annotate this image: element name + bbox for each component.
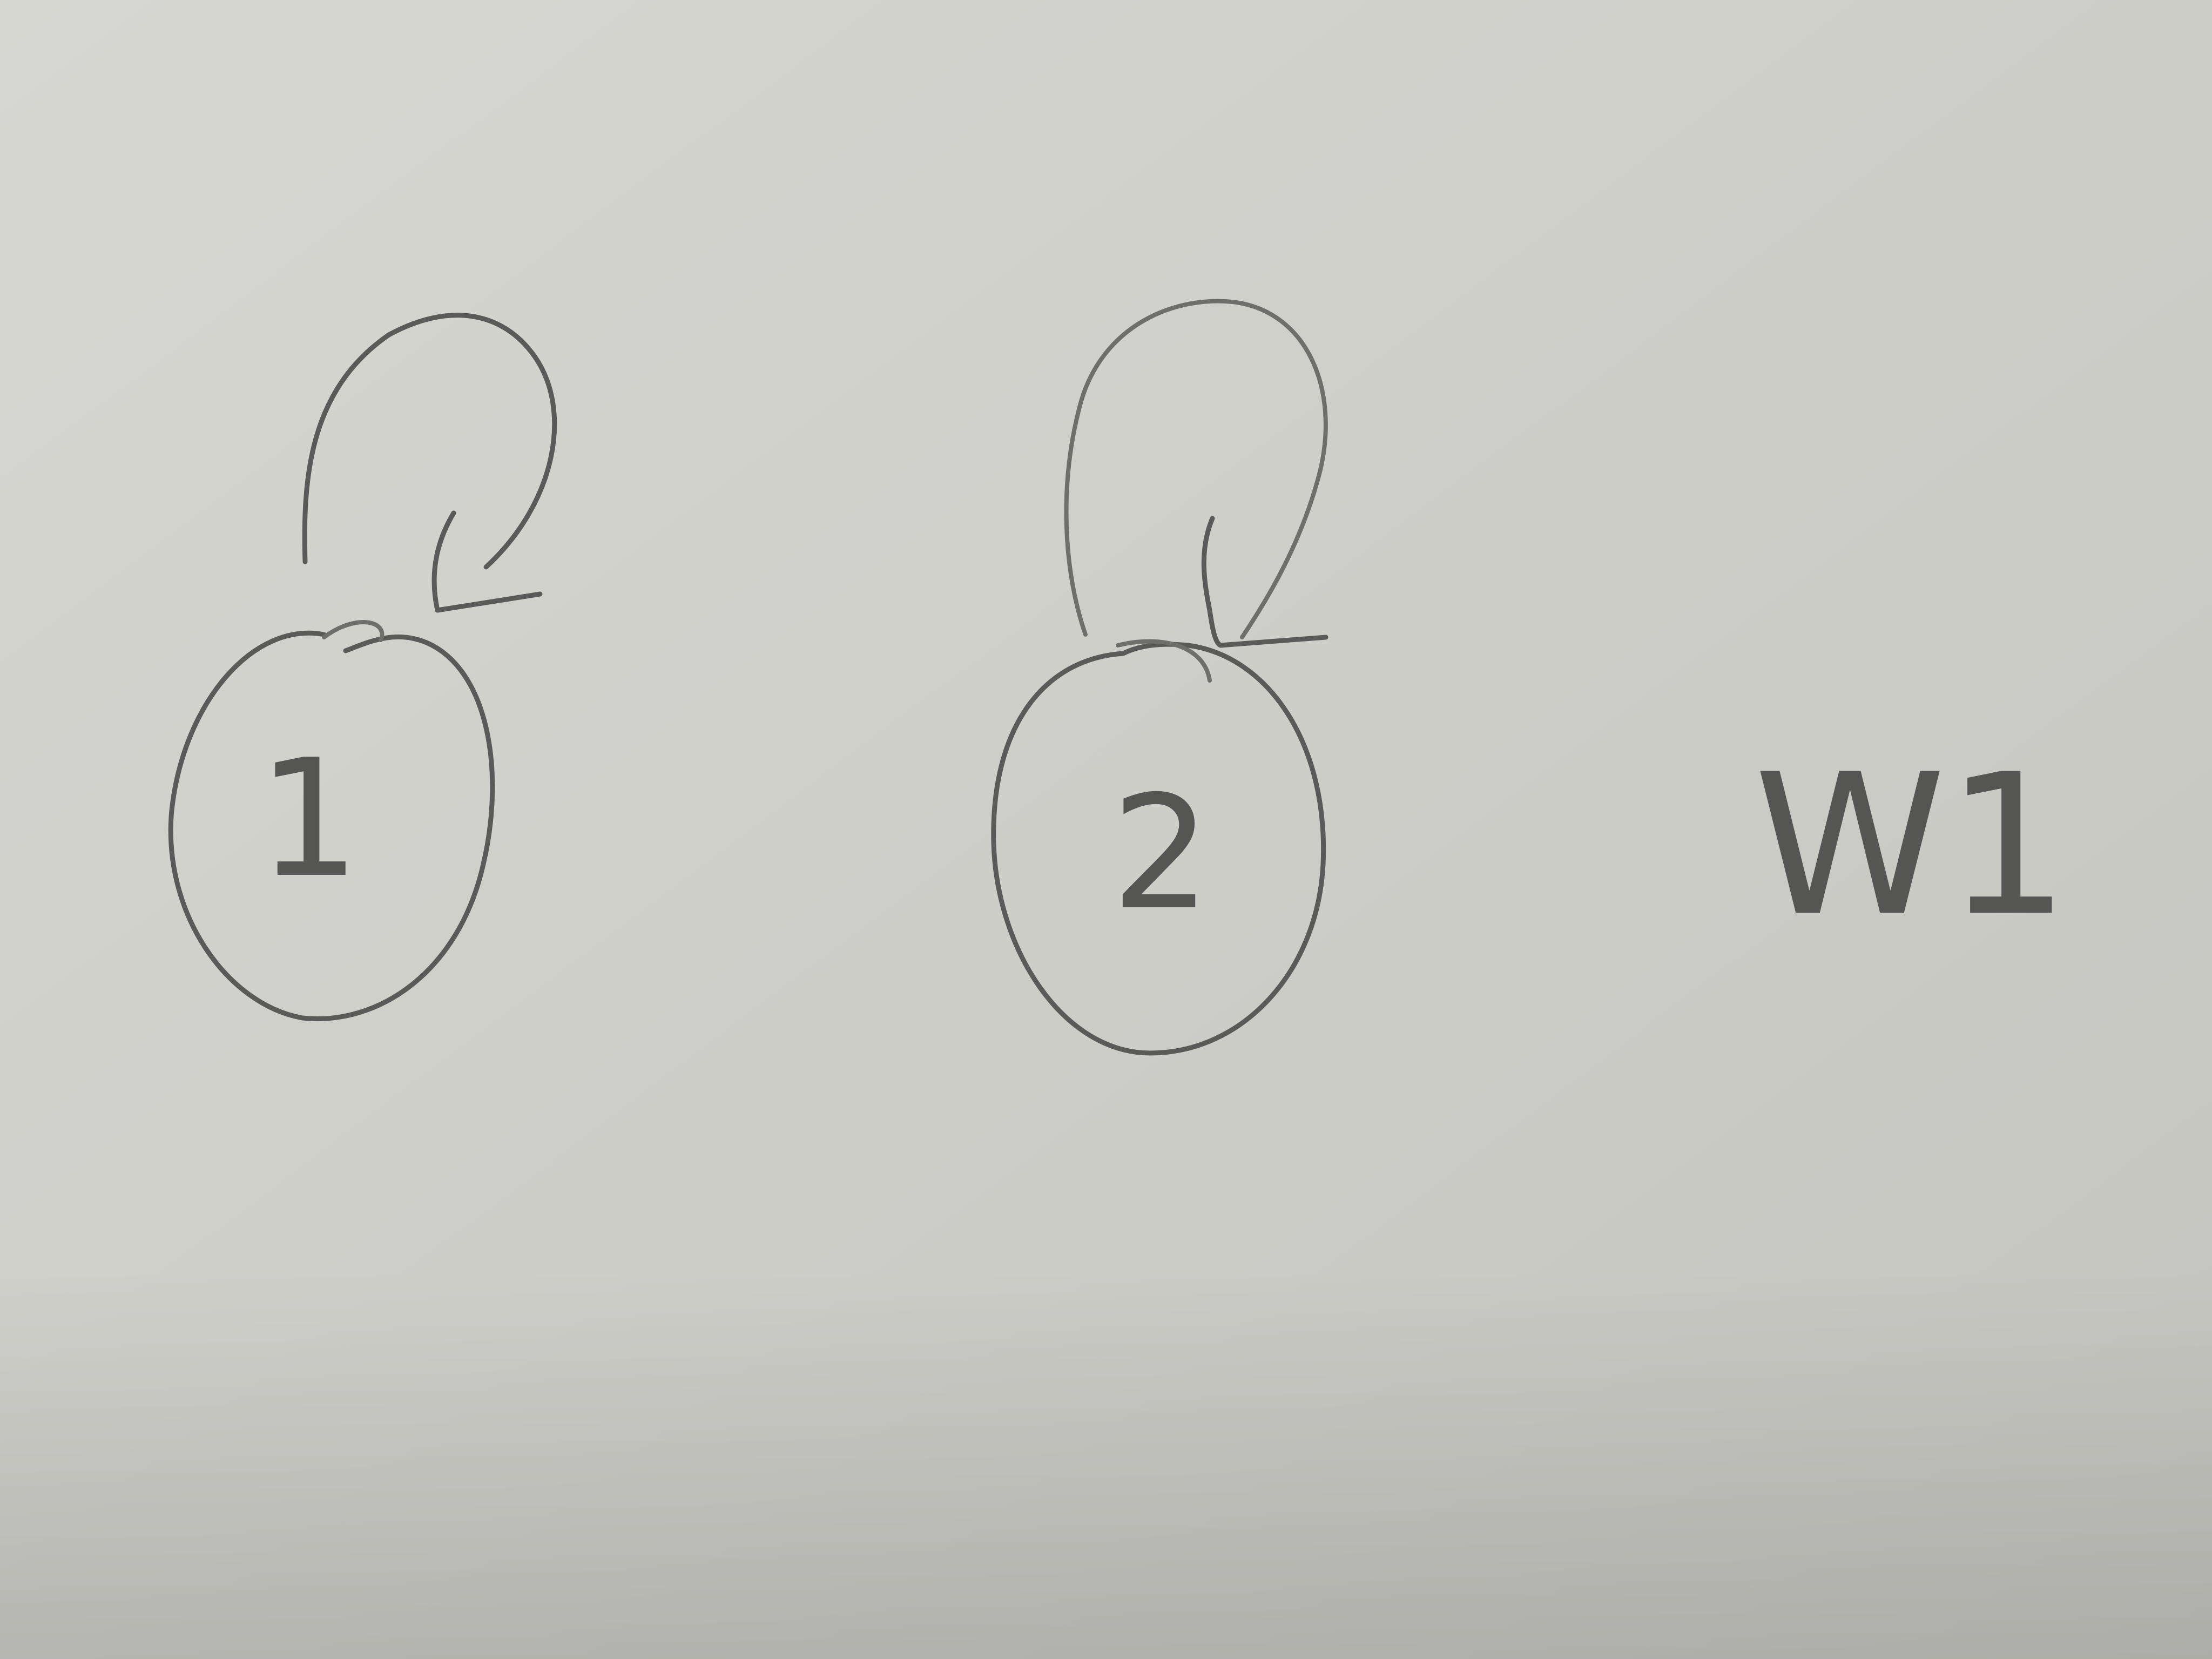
bottom-shadow bbox=[0, 1269, 2212, 1659]
state-2-label: 2 bbox=[1111, 763, 1211, 945]
state-1-label: 1 bbox=[257, 725, 361, 913]
annotation-w1: W1 bbox=[1754, 732, 2070, 959]
